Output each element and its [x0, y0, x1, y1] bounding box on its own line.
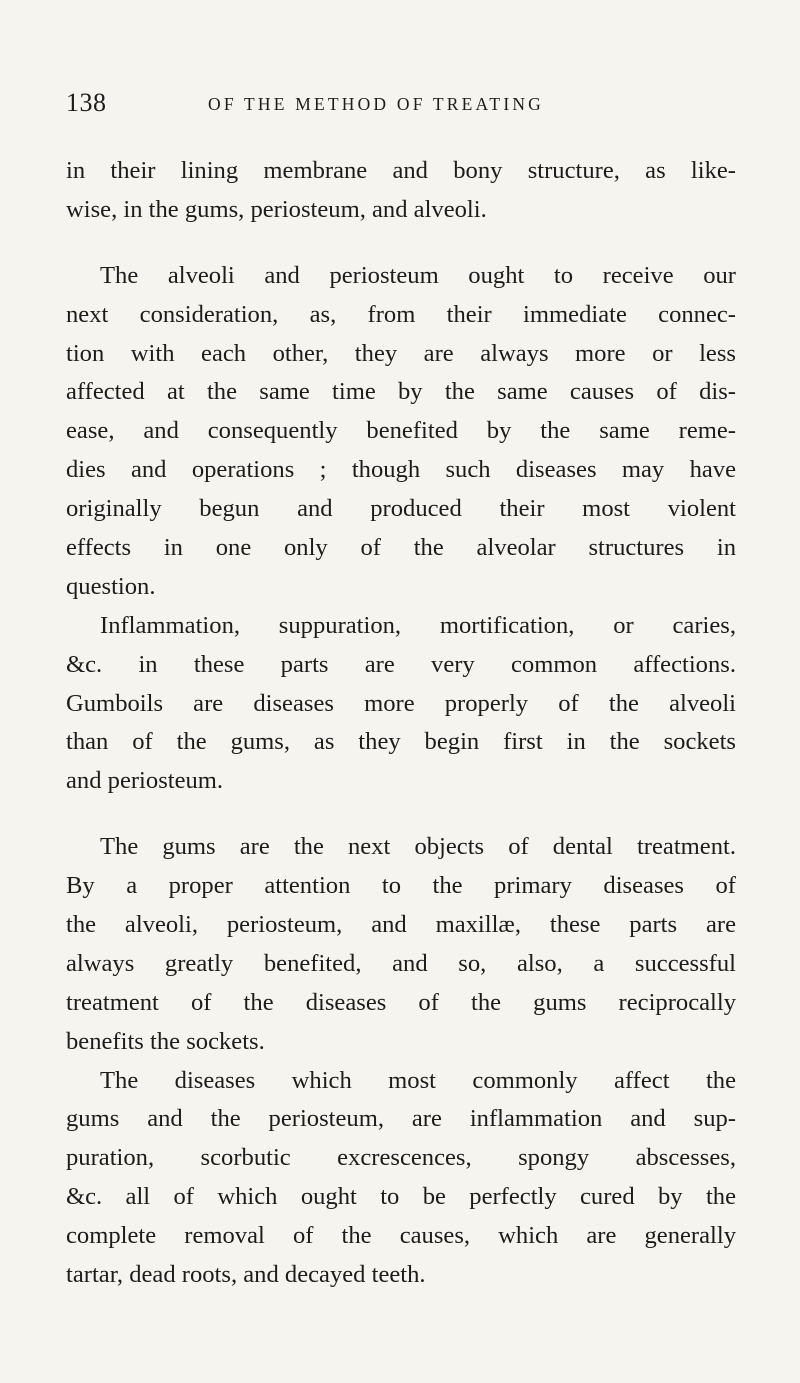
text-line: wise, in the gums, periosteum, and alveoli. — [66, 195, 487, 223]
running-head — [66, 88, 666, 128]
text-line: puration, scorbutic excrescences, spongy abscesses, — [66, 1144, 736, 1172]
text-line: in their lining membrane and bony structure, as like- — [66, 157, 736, 184]
text-line: Inflammation, suppuration, mortification, or caries, — [100, 611, 736, 639]
text-line: treatment of the diseases of the gums reciprocally — [66, 988, 736, 1016]
text-line: &c. in these parts are very common affections. — [66, 650, 736, 678]
text-line: tartar, dead roots, and decayed teeth. — [66, 1261, 426, 1289]
page-number: 138 — [66, 88, 107, 117]
text-line: affected at the same time by the same causes of dis- — [66, 378, 736, 406]
text-line: originally begun and produced their most violent — [66, 495, 736, 523]
paragraph-gap — [66, 801, 736, 828]
text-line: The gums are the next objects of dental treatment. — [100, 833, 736, 861]
text-line: always greatly benefited, and so, also, a successful — [66, 949, 736, 977]
text-line: than of the gums, as they begin first in the sockets — [66, 728, 736, 756]
text-line: Gumboils are diseases more properly of the alveoli — [66, 689, 736, 717]
text-line: &c. all of which ought to be perfectly cured by the — [66, 1183, 736, 1211]
text-line: complete removal of the causes, which are generally — [66, 1222, 736, 1250]
text-line: The alveoli and periosteum ought to receive our — [100, 261, 736, 289]
paragraph-gap — [66, 230, 736, 257]
text-line: ease, and consequently benefited by the same reme- — [66, 417, 736, 445]
text-line: benefits the sockets. — [66, 1027, 265, 1055]
text-line: effects in one only of the alveolar structures in — [66, 534, 736, 562]
text-line: dies and operations ; though such diseases may have — [66, 456, 736, 484]
text-line: the alveoli, periosteum, and maxillæ, these parts are — [66, 911, 736, 939]
text-line: tion with each other, they are always more or less — [66, 339, 736, 367]
text-line: and periosteum. — [66, 767, 224, 795]
running-title: OF THE METHOD OF TREATING — [208, 94, 545, 114]
text-line: next consideration, as, from their immediate connec- — [66, 300, 736, 328]
body-text — [66, 152, 736, 1295]
text-line: question. — [66, 572, 156, 600]
text-line: By a proper attention to the primary diseases of — [66, 872, 736, 900]
text-line: The diseases which most commonly affect the — [100, 1066, 736, 1094]
text-line: gums and the periosteum, are inflammation and sup- — [66, 1105, 736, 1133]
